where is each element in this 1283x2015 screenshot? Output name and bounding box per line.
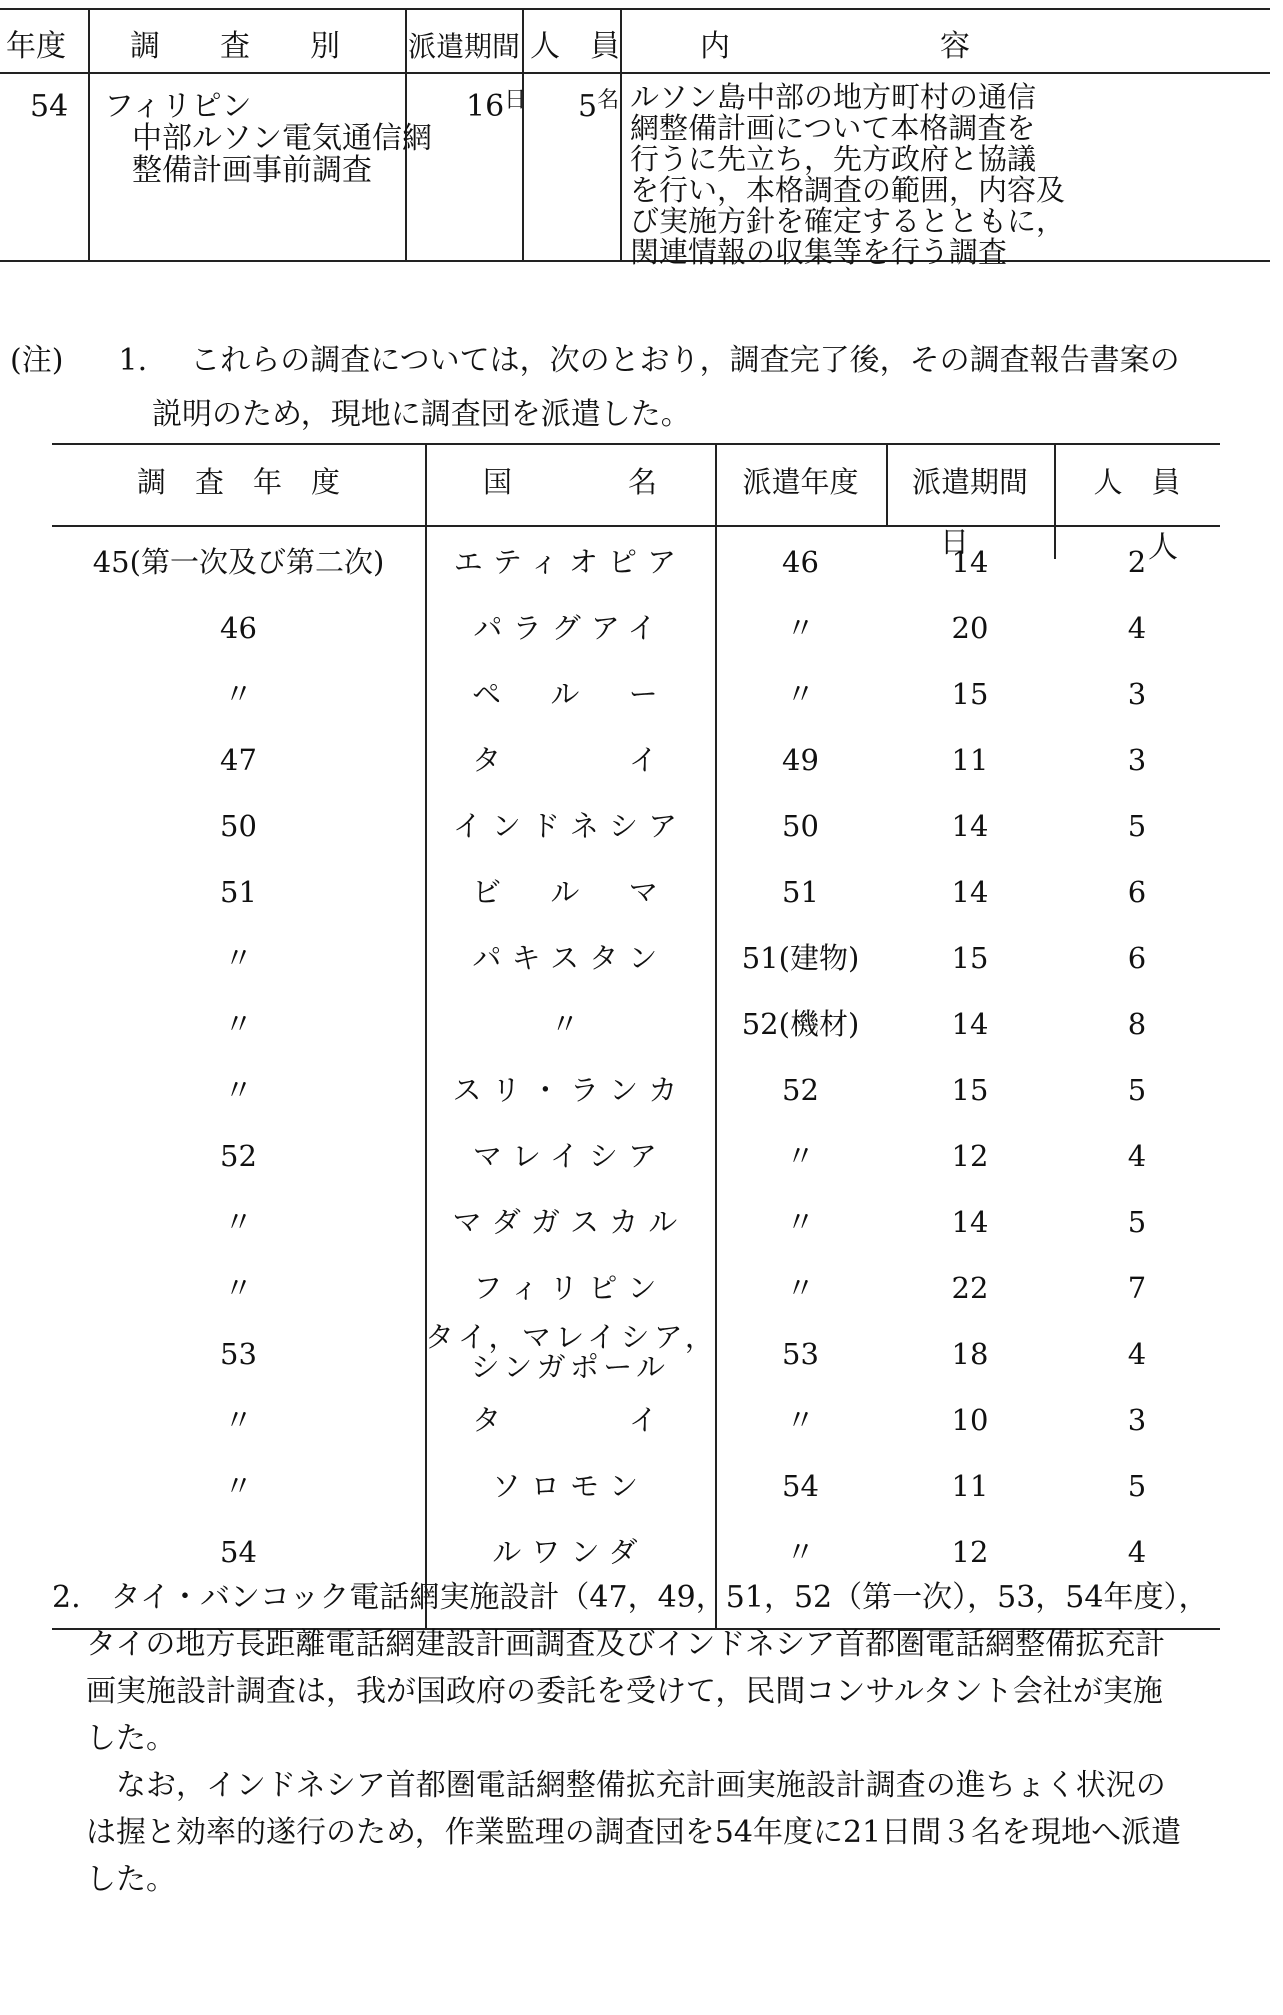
table-header-rule [52, 525, 1220, 527]
cell-year: 〃 [223, 941, 253, 975]
header-survey-year: 調 査 年 度 [136, 465, 340, 499]
content-line: び実施方針を確定するとともに， [630, 204, 1066, 238]
cell-people: 3 [1127, 743, 1147, 777]
cell-year: 〃 [223, 677, 253, 711]
note-1 [10, 336, 1180, 386]
header-period: 派遣期間 [408, 30, 521, 63]
cell-days: 15 [951, 1073, 989, 1107]
note-label: (注) [10, 343, 64, 378]
header-country: 国 名 [482, 465, 657, 499]
survey-table [0, 0, 1270, 322]
table-row [52, 808, 1220, 874]
table-row [52, 544, 1220, 610]
cell-year: 〃 [223, 1469, 253, 1503]
people-unit: 名 [597, 88, 620, 113]
column-divider [620, 8, 622, 260]
table-row [52, 1006, 1220, 1072]
note-number: 1. [118, 343, 148, 378]
header-people: 人 員 [1093, 465, 1181, 499]
header-year: 年度 [6, 29, 66, 64]
cell-country: ビ ル マ [472, 875, 668, 909]
cell-year: 47 [220, 743, 257, 777]
header-content: 内 容 [700, 29, 970, 64]
unit-days: 日 [940, 525, 970, 559]
cell-people: 4 [1127, 1535, 1147, 1569]
cell-people: 6 [1127, 941, 1147, 975]
cell-year: 51 [220, 875, 257, 909]
cell-dispatch: 46 [782, 545, 819, 579]
cell-dispatch: 〃 [785, 1535, 815, 1569]
cell-dispatch: 49 [782, 743, 819, 777]
cell-days: 14 [951, 1205, 989, 1239]
cell-dispatch: 54 [782, 1469, 819, 1503]
note2-line: は握と効率的遂行のため，作業監理の調査団を54年度に21日間３名を現地へ派遣 [86, 1815, 1182, 1850]
people-value: 5 [578, 89, 598, 124]
cell-country: マレイシア [472, 1139, 668, 1173]
cell-people: 5 [1127, 1469, 1147, 1503]
note-2 [52, 1574, 1262, 1903]
note-text-line1: これらの調査については，次のとおり，調査完了後，その調査報告書案の [190, 343, 1180, 378]
table-row [52, 1072, 1220, 1138]
cell-days: 12 [951, 1139, 989, 1173]
row-content [630, 82, 1065, 268]
note2-line: 画実施設計調査は，我が国政府の委託を受けて，民間コンサルタント会社が実施 [86, 1674, 1163, 1709]
cell-dispatch: 〃 [785, 611, 815, 645]
cell-days: 18 [951, 1337, 989, 1371]
cell-dispatch: 52(機材) [741, 1007, 860, 1041]
cell-country: スリ・ランカ [452, 1073, 688, 1107]
cell-year: 〃 [223, 1271, 253, 1305]
content-line: 網整備計画について本格調査を [630, 111, 1036, 145]
cell-people: 5 [1127, 1073, 1147, 1107]
cell-year: 45(第一次及び第二次) [92, 545, 385, 579]
header-people: 人 員 [530, 29, 620, 64]
table-top-rule [0, 8, 1270, 10]
table-row [52, 1468, 1220, 1534]
cell-days: 11 [951, 743, 989, 777]
table-row [52, 742, 1220, 808]
cell-country: タイ，マレイシア， シンガポール [425, 1320, 719, 1384]
cell-days: 14 [951, 875, 989, 909]
cell-country: マダガスカル [452, 1205, 688, 1239]
row-period [466, 90, 526, 124]
cell-days: 11 [951, 1469, 989, 1503]
content-line: ルソン島中部の地方町村の通信 [630, 80, 1037, 114]
cell-days: 14 [951, 809, 989, 843]
cell-country: ルワンダ [492, 1535, 648, 1569]
note2-line: タイの地方長距離電話網建設計画調査及びインドネシア首都圏電話網整備拡充計 [86, 1627, 1166, 1662]
content-line: 行うに先立ち，先方政府と協議 [630, 142, 1037, 176]
cell-country: 〃 [550, 1007, 590, 1041]
header-survey: 調 査 別 [130, 29, 340, 64]
cell-country: エティオピア [453, 545, 687, 579]
cell-dispatch: 51(建物) [741, 941, 860, 975]
cell-people: 4 [1127, 611, 1147, 645]
table-row [52, 676, 1220, 742]
period-value: 16 [466, 89, 505, 124]
table-top-rule [52, 443, 1220, 445]
table-header-rule [0, 72, 1270, 74]
cell-days: 14 [951, 1007, 989, 1041]
cell-people: 6 [1127, 875, 1147, 909]
cell-country: タ イ [472, 1403, 668, 1437]
table-row [52, 1138, 1220, 1204]
note2-line: なお，インドネシア首都圏電話網整備拡充計画実施設計調査の進ちょく状況の [116, 1768, 1166, 1803]
cell-country: インドネシア [452, 809, 688, 843]
cell-dispatch: 51 [782, 875, 819, 909]
cell-year: 〃 [223, 1205, 253, 1239]
content-line: 関連情報の収集等を行う調査 [630, 235, 1008, 269]
note-text-line2: 説明のため，現地に調査団を派遣した。 [152, 397, 691, 432]
cell-year: 〃 [223, 1007, 253, 1041]
cell-year: 46 [220, 611, 257, 645]
cell-people: 5 [1127, 809, 1147, 843]
header-period: 派遣期間 [911, 465, 1028, 499]
cell-dispatch: 〃 [785, 677, 815, 711]
cell-days: 15 [951, 677, 989, 711]
cell-people: 5 [1127, 1205, 1147, 1239]
cell-days: 10 [951, 1403, 989, 1437]
cell-people: 3 [1127, 677, 1147, 711]
table-row [52, 1204, 1220, 1270]
table-row [52, 610, 1220, 676]
cell-country: フィリピン [473, 1271, 667, 1305]
cell-days: 12 [951, 1535, 989, 1569]
cell-dispatch: 50 [782, 809, 819, 843]
note2-line: した。 [86, 1721, 176, 1756]
cell-people: 4 [1127, 1337, 1147, 1371]
cell-dispatch: 〃 [785, 1205, 815, 1239]
note2-para1 [52, 1574, 1262, 1621]
cell-year: 〃 [223, 1403, 253, 1437]
row-survey-line3: 整備計画事前調査 [132, 153, 372, 188]
table-row [52, 1320, 1220, 1402]
cell-year: 50 [220, 809, 257, 843]
row-survey-line2: 中部ルソン電気通信網 [132, 121, 432, 156]
cell-days: 22 [951, 1271, 989, 1305]
row-people [578, 90, 619, 124]
content-line: を行い，本格調査の範囲，内容及 [630, 173, 1066, 207]
cell-dispatch: 〃 [785, 1403, 815, 1437]
cell-country: パキスタン [472, 941, 668, 975]
period-unit: 日 [504, 88, 527, 113]
note2-line: した。 [86, 1862, 176, 1897]
row-survey-line1: フィリピン [104, 89, 252, 124]
cell-year: 54 [220, 1535, 257, 1569]
cell-country: ソロモン [491, 1469, 649, 1503]
cell-people: 4 [1127, 1139, 1147, 1173]
column-divider [522, 8, 524, 260]
cell-year: 53 [220, 1337, 257, 1371]
unit-people: 人 [1148, 530, 1178, 565]
table-row [52, 940, 1220, 1006]
row-year: 54 [30, 89, 69, 124]
column-divider [1054, 443, 1056, 559]
cell-people: 2 [1127, 545, 1147, 579]
cell-days: 20 [951, 611, 989, 645]
table-row [52, 874, 1220, 940]
cell-year: 〃 [223, 1073, 253, 1107]
cell-year: 52 [220, 1139, 257, 1173]
note2-line: タイ・バンコック電話網実施設計（47，49，51，52（第一次），53，54年度）， [110, 1580, 1209, 1615]
table-row [52, 1402, 1220, 1468]
cell-dispatch: 52 [782, 1073, 819, 1107]
cell-people: 7 [1127, 1271, 1147, 1305]
cell-days: 15 [951, 941, 989, 975]
cell-days: 14 [951, 545, 989, 579]
column-divider [88, 8, 90, 260]
cell-country: タ イ [472, 743, 668, 777]
cell-people: 8 [1127, 1007, 1147, 1041]
cell-dispatch: 53 [782, 1337, 819, 1371]
cell-country: パラグアイ [473, 611, 667, 645]
cell-country: ペ ル ー [472, 677, 668, 711]
header-dispatch-year: 派遣年度 [742, 465, 859, 499]
cell-people: 3 [1127, 1403, 1147, 1437]
cell-dispatch: 〃 [785, 1271, 815, 1305]
cell-dispatch: 〃 [785, 1139, 815, 1173]
note2-number: 2. [52, 1580, 81, 1615]
